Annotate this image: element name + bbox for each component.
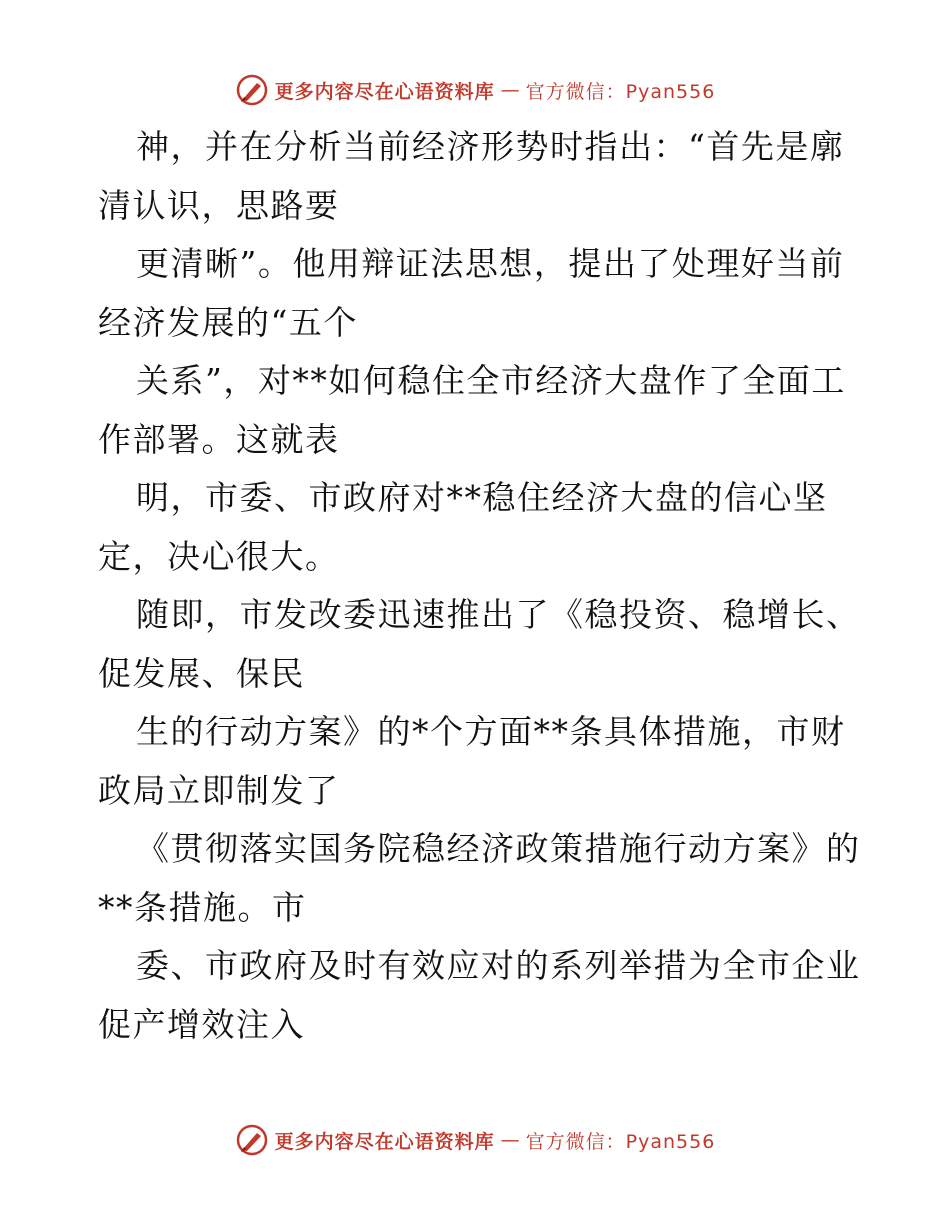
header-watermark	[0, 70, 950, 110]
document-body	[98, 118, 861, 1054]
watermark-contact: 官方微信：Pyan556	[525, 1130, 716, 1153]
watermark-dash: —	[500, 1129, 520, 1151]
body-line: 更清晰”。他用辩证法思想，提出了处理好当前	[136, 244, 845, 283]
body-line: 神，并在分析当前经济形势时指出：“首先是廓	[136, 127, 845, 166]
footer-watermark	[0, 1120, 950, 1160]
body-line: 清认识，思路要	[98, 185, 340, 225]
body-line: 《贯彻落实国务院稳经济政策措施行动方案》的	[136, 829, 861, 868]
body-line: 作部署。这就表	[98, 419, 340, 459]
body-line: 定，决心很大。	[98, 536, 340, 576]
body-line: 随即，市发改委迅速推出了《稳投资、稳增长、	[136, 595, 861, 634]
watermark-title: 更多内容尽在心语资料库	[274, 80, 495, 103]
body-line: 生的行动方案》的*个方面**条具体措施，市财	[136, 712, 846, 751]
watermark-dash: —	[500, 79, 520, 101]
body-line: 促发展、保民	[98, 653, 305, 693]
body-line: 经济发展的“五个	[98, 302, 358, 342]
watermark-title: 更多内容尽在心语资料库	[274, 1130, 495, 1153]
pen-logo-icon	[235, 1123, 269, 1157]
pen-logo-icon	[235, 73, 269, 107]
body-line: 政局立即制发了	[98, 770, 340, 810]
body-line: 促产增效注入	[98, 1004, 305, 1044]
body-line: 关系”，对**如何稳住全市经济大盘作了全面工	[136, 361, 846, 400]
body-line: **条措施。市	[98, 887, 307, 927]
body-line: 委、市政府及时有效应对的系列举措为全市企业	[136, 946, 861, 985]
watermark-contact: 官方微信：Pyan556	[525, 80, 716, 103]
body-line: 明，市委、市政府对**稳住经济大盘的信心坚	[136, 478, 828, 517]
